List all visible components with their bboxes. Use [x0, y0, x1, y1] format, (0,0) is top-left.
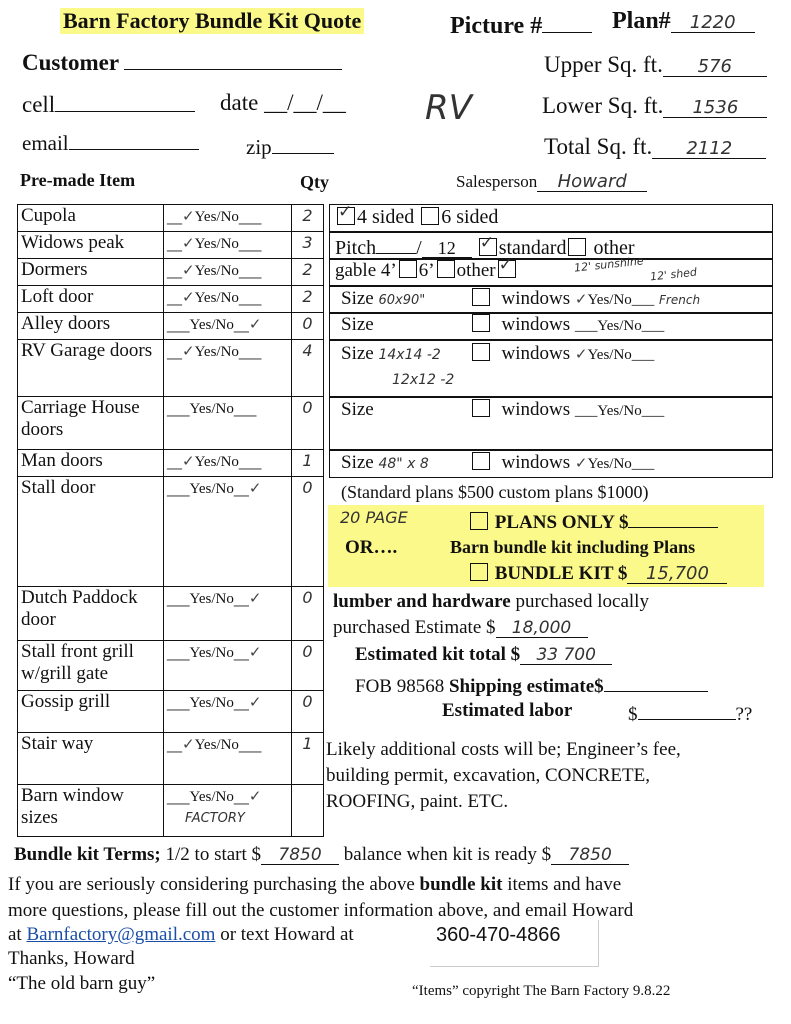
- item-qty[interactable]: 0: [292, 691, 324, 733]
- loft-windows-checkbox[interactable]: [472, 288, 490, 306]
- plans-only-field[interactable]: [628, 508, 718, 528]
- total-sqft: Total Sq. ft. 2112: [544, 134, 766, 160]
- yes-no-label: Yes/No: [194, 737, 239, 753]
- table-row: [18, 259, 324, 286]
- yes-no-label: Yes/No: [189, 695, 234, 711]
- labor-field[interactable]: [638, 700, 736, 720]
- check-mark-icon: __✓: [167, 452, 195, 470]
- cell-label: cell: [22, 88, 195, 118]
- additional-costs-1: Likely additional costs will be; Engineer’s fee,: [326, 739, 681, 760]
- terms-paragraph-2: more questions, please fill out the customer information above, and email Howard: [8, 900, 634, 921]
- item-yes-no[interactable]: [164, 397, 292, 450]
- table-row: [18, 286, 324, 313]
- bundle-kit-field[interactable]: 15,700: [627, 565, 727, 584]
- pages-note: 20 PAGE: [340, 508, 408, 527]
- item-qty[interactable]: 0: [292, 477, 324, 587]
- gable-6-checkbox[interactable]: [437, 260, 455, 278]
- yes-no-label: Yes/No: [194, 263, 239, 279]
- item-yes-no[interactable]: [164, 286, 292, 313]
- additional-costs-3: ROOFING, paint. ETC.: [326, 791, 509, 812]
- yes-no-label: Yes/No: [194, 236, 239, 252]
- blank-line: ___: [238, 735, 262, 753]
- blank-line: ___: [167, 399, 190, 417]
- table-row: [18, 691, 324, 733]
- check-mark-icon: __✓: [167, 288, 195, 306]
- item-name: Man doors: [18, 450, 164, 477]
- blank-line: ___: [167, 589, 190, 607]
- item-yes-no[interactable]: [164, 205, 292, 232]
- item-name: Stair way: [18, 733, 164, 785]
- total-sqft-field[interactable]: 2112: [652, 140, 766, 159]
- item-qty[interactable]: 0: [292, 641, 324, 691]
- lower-sqft-field[interactable]: 1536: [663, 99, 767, 118]
- yes-no-label: Yes/No: [194, 454, 239, 470]
- loft-windows: windows ✓Yes/No___ French: [470, 288, 700, 310]
- rv-windows: windows ✓Yes/No___: [470, 343, 654, 365]
- dormer-other-checkbox[interactable]: [498, 260, 516, 278]
- blank-line: ___: [238, 452, 262, 470]
- man-size: Size 48" x 8: [341, 452, 429, 473]
- yes-no-label: Yes/No: [194, 209, 239, 225]
- lumber-line: lumber and hardware purchased locally: [333, 591, 649, 612]
- item-yes-no[interactable]: [164, 785, 292, 837]
- yes-no-label: Yes/No: [189, 481, 234, 497]
- alley-windows: windows ___Yes/No___: [470, 314, 664, 336]
- date-field[interactable]: __/__/__: [264, 90, 346, 115]
- yes-no-label: Yes/No: [194, 344, 239, 360]
- email-link[interactable]: Barnfactory@gmail.com: [26, 924, 216, 945]
- blank-line: ___: [167, 787, 190, 805]
- additional-costs-2: building permit, excavation, CONCRETE,: [326, 765, 651, 786]
- yes-no-label: Yes/No: [189, 645, 234, 661]
- lumber-estimate-field[interactable]: 18,000: [496, 620, 588, 638]
- plans-only-checkbox[interactable]: [470, 512, 488, 530]
- item-name: Dormers: [18, 259, 164, 286]
- copyright-line: “Items” copyright The Barn Factory 9.8.22: [412, 983, 671, 999]
- blank-line: ___: [238, 342, 262, 360]
- rv-size: Size 14x14 -2: [341, 343, 441, 364]
- customer-label: Customer: [22, 46, 342, 76]
- item-qty[interactable]: 2: [292, 286, 324, 313]
- item-qty[interactable]: 0: [292, 397, 324, 450]
- balance-field[interactable]: 7850: [551, 847, 629, 865]
- phone-number[interactable]: 360-470-4866: [436, 924, 561, 946]
- item-name: Dutch Paddock door: [18, 587, 164, 641]
- kit-total-field[interactable]: 33 700: [520, 647, 612, 665]
- item-yes-no[interactable]: [164, 587, 292, 641]
- picture-number-label: Picture #: [450, 8, 592, 40]
- blank-line: ___: [167, 479, 190, 497]
- item-name: Widows peak: [18, 232, 164, 259]
- blank-line: ___: [238, 288, 262, 306]
- table-row: [18, 450, 324, 477]
- man-windows: windows ✓Yes/No___: [470, 452, 654, 474]
- salesperson-field[interactable]: Howard: [537, 173, 647, 192]
- item-name: Carriage House doors: [18, 397, 164, 450]
- upper-sqft-field[interactable]: 576: [663, 58, 767, 77]
- check-mark-icon: __✓: [233, 787, 262, 805]
- lower-sqft: Lower Sq. ft. 1536: [542, 93, 767, 119]
- item-qty[interactable]: 2: [292, 205, 324, 232]
- labor-label: Estimated labor: [442, 700, 573, 721]
- blank-line: ___: [233, 399, 257, 417]
- check-mark-icon: __✓: [233, 479, 262, 497]
- alley-size: Size: [341, 314, 374, 335]
- check-mark-icon: __✓: [167, 261, 195, 279]
- shipping-line: FOB 98568 Shipping estimate$: [355, 672, 708, 698]
- item-qty[interactable]: [292, 785, 324, 837]
- upper-sqft: Upper Sq. ft. 576: [544, 52, 767, 78]
- item-name: Alley doors: [18, 313, 164, 340]
- table-row: [18, 477, 324, 587]
- plans-cost-note: (Standard plans $500 custom plans $1000): [341, 482, 649, 502]
- plan-number-field[interactable]: 1220: [671, 14, 755, 33]
- loft-size: Size 60x90": [341, 288, 426, 309]
- dormer-options: gable 4’ 6’ other✓: [335, 260, 518, 282]
- item-name: Barn window sizes: [18, 785, 164, 837]
- check-mark-icon: __✓: [233, 693, 262, 711]
- zip-label: zip: [246, 132, 334, 160]
- rv-windows-checkbox[interactable]: [472, 343, 490, 361]
- cupola-6-checkbox[interactable]: [421, 207, 439, 225]
- document-title: Barn Factory Bundle Kit Quote: [60, 8, 364, 34]
- pitch-field[interactable]: 12: [422, 239, 472, 258]
- blank-line: ___: [238, 261, 262, 279]
- item-yes-no[interactable]: [164, 313, 292, 340]
- yes-no-label: Yes/No: [194, 290, 239, 306]
- check-mark-icon: __✓: [167, 234, 195, 252]
- item-yes-no[interactable]: [164, 641, 292, 691]
- items-table: [17, 204, 324, 837]
- standard-checkbox[interactable]: [479, 238, 497, 256]
- blank-line: ___: [238, 234, 262, 252]
- check-mark-icon: __✓: [233, 643, 262, 661]
- alley-windows-checkbox[interactable]: [472, 314, 490, 332]
- carriage-windows-checkbox[interactable]: [472, 399, 490, 417]
- item-name: Cupola: [18, 205, 164, 232]
- table-row: [18, 587, 324, 641]
- rv-note: RV: [425, 88, 472, 128]
- bundle-kit-checkbox[interactable]: [470, 563, 488, 581]
- item-name: Loft door: [18, 286, 164, 313]
- item-qty[interactable]: 0: [292, 587, 324, 641]
- item-yes-no[interactable]: [164, 232, 292, 259]
- item-qty[interactable]: 2: [292, 259, 324, 286]
- dormer-note-2: 12' shed: [649, 265, 698, 284]
- item-name: RV Garage doors: [18, 340, 164, 397]
- date-label: date __/__/__: [220, 90, 346, 115]
- blank-line: ___: [238, 207, 262, 225]
- item-note: FACTORY: [185, 811, 245, 826]
- item-yes-no[interactable]: [164, 450, 292, 477]
- email-label: email: [22, 128, 199, 156]
- item-name: Stall door: [18, 477, 164, 587]
- labor-field-wrap: $ ??: [628, 700, 752, 726]
- gable-4-checkbox[interactable]: [399, 260, 417, 278]
- thanks-line: Thanks, Howard: [8, 948, 135, 969]
- item-yes-no[interactable]: [164, 733, 292, 785]
- item-qty[interactable]: 1: [292, 450, 324, 477]
- table-row: [18, 733, 324, 785]
- lumber-estimate: purchased Estimate $ 18,000: [333, 617, 588, 639]
- cupola-options: ✓4 sided 6 sided: [335, 206, 498, 229]
- customer-field[interactable]: [124, 46, 342, 70]
- plan-number-label: Plan# 1220: [612, 8, 755, 35]
- yes-no-label: Yes/No: [189, 401, 234, 417]
- check-mark-icon: __✓: [167, 207, 195, 225]
- terms-paragraph-3: at Barnfactory@gmail.com or text Howard at: [8, 924, 354, 945]
- kit-total: Estimated kit total $ 33 700: [355, 644, 612, 666]
- terms-line: Bundle kit Terms; 1/2 to start $ 7850 balance when kit is ready $ 7850: [14, 844, 629, 866]
- qty-header: Qty: [300, 172, 329, 192]
- signature-line: “The old barn guy”: [8, 973, 156, 994]
- blank-line: ___: [167, 315, 190, 333]
- zip-field[interactable]: [272, 132, 334, 154]
- table-row: [18, 397, 324, 450]
- table-row: [18, 340, 324, 397]
- item-name: Gossip grill: [18, 691, 164, 733]
- item-qty[interactable]: 0: [292, 313, 324, 340]
- premade-item-header: Pre-made Item: [20, 170, 136, 190]
- pitch-other-checkbox[interactable]: [568, 238, 586, 256]
- pitch-options: Pitch / 12 ✓ standard other: [335, 233, 635, 260]
- item-yes-no[interactable]: [164, 340, 292, 397]
- start-payment-field[interactable]: 7850: [261, 847, 339, 865]
- table-row: [18, 205, 324, 232]
- carriage-size: Size: [341, 399, 374, 420]
- item-qty[interactable]: 3: [292, 232, 324, 259]
- item-yes-no[interactable]: [164, 477, 292, 587]
- check-mark-icon: __✓: [167, 735, 195, 753]
- cell-field[interactable]: [55, 88, 195, 112]
- check-mark-icon: __✓: [233, 589, 262, 607]
- item-yes-no[interactable]: [164, 259, 292, 286]
- email-field[interactable]: [69, 128, 199, 150]
- bundle-kit: BUNDLE KIT $ 15,700: [468, 563, 727, 585]
- yes-no-label: Yes/No: [189, 789, 234, 805]
- shipping-field[interactable]: [604, 672, 708, 692]
- item-qty[interactable]: 4: [292, 340, 324, 397]
- man-windows-checkbox[interactable]: [472, 452, 490, 470]
- yes-no-label: Yes/No: [189, 317, 234, 333]
- check-mark-icon: __✓: [233, 315, 262, 333]
- item-yes-no[interactable]: [164, 691, 292, 733]
- plans-only: PLANS ONLY $: [468, 508, 718, 534]
- item-name: Stall front grill w/grill gate: [18, 641, 164, 691]
- check-mark-icon: __✓: [167, 342, 195, 360]
- cupola-4-checkbox[interactable]: [337, 207, 355, 225]
- carriage-windows: windows ___Yes/No___: [470, 399, 664, 421]
- terms-paragraph-1: If you are seriously considering purchasing the above bundle kit items and have: [8, 874, 622, 895]
- blank-line: ___: [167, 643, 190, 661]
- salesperson-label: Salesperson Howard: [456, 172, 647, 192]
- table-row: [18, 785, 324, 837]
- or-label: OR….: [345, 537, 398, 558]
- table-row: [18, 313, 324, 340]
- rv-size-2: 12x12 -2: [392, 372, 455, 388]
- dormer-note-1: 12' sunshine: [573, 254, 645, 275]
- table-row: [18, 641, 324, 691]
- blank-line: ___: [167, 693, 190, 711]
- bundle-including-label: Barn bundle kit including Plans: [450, 537, 696, 557]
- yes-no-label: Yes/No: [189, 591, 234, 607]
- item-qty[interactable]: 1: [292, 733, 324, 785]
- table-row: [18, 232, 324, 259]
